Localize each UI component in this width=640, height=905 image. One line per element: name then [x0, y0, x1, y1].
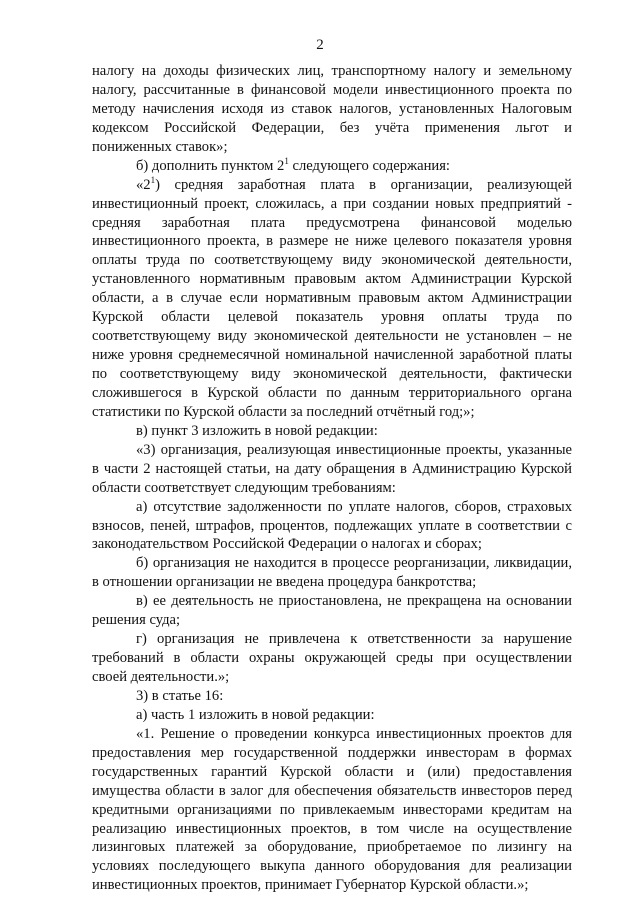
- text-line: решения суда;: [92, 612, 181, 629]
- text-line: сложившегося в Курской области по данным территориального органа: [92, 384, 572, 401]
- text-line: государственных гарантий Курской области и (или) предоставления: [92, 763, 572, 780]
- text-line: в отношении организации не введена процедура банкротства;: [92, 574, 477, 591]
- text-line: кредитными организациями по привлекаемым инвесторами кредитам на: [92, 801, 572, 818]
- text-line: г) организация не привлечена к ответственности за нарушение: [136, 631, 572, 648]
- text-line: по соответствующему виду экономической деятельности, фактически: [92, 366, 572, 382]
- text-line: области соответствует следующим требованиям:: [92, 479, 396, 496]
- text-line: соответствующему виду экономической деятельности не установлен – не: [92, 328, 572, 345]
- text-line: 3) в статье 16:: [136, 687, 224, 704]
- text-line: методу начисления исходя из ставок налогов, установленных Налоговым: [92, 100, 572, 117]
- text-line: «3) организация, реализующая инвестиционные проекты, указанные: [136, 441, 572, 458]
- text-line: а) отсутствие задолженности по уплате налогов, сборов, страховых: [136, 498, 572, 515]
- text-line: в) ее деятельность не приостановлена, не прекращена на основании: [136, 593, 572, 610]
- text-line: законодательством Российской Федерации о налогах и сборах;: [92, 536, 482, 553]
- text-line: «1. Решение о проведении конкурса инвестиционных проектов для: [136, 725, 572, 742]
- text-line: имущества области в залог для обеспечения обязательств инвесторов перед: [92, 782, 572, 799]
- text-line: ниже уровня среднемесячной номинальной начисленной заработной платы: [92, 347, 572, 364]
- text-line: в части 2 настоящей статьи, на дату обращения в Администрацию Курской: [92, 460, 572, 477]
- text-line: налогу, рассчитанные в финансовой модели инвестиционного проекта по: [92, 81, 572, 98]
- text-line: кодексом Российской Федерации, без учёта применения льгот и: [92, 119, 572, 136]
- text-line: требований в области охраны окружающей среды при осуществлении: [92, 650, 572, 667]
- text-line: инвестиционного проекта, в размере не ниже целевого показателя уровня: [92, 233, 572, 250]
- text-line: средняя заработная плата предусмотрена финансовой моделью: [92, 214, 572, 231]
- text-line: в) пункт 3 изложить в новой редакции:: [136, 422, 378, 439]
- text-line: «$2^1$) средняя заработная плата в организации, реализующей: [136, 174, 572, 193]
- text-line: установленного нормативным правовым актом Администрации Курской: [92, 271, 572, 288]
- text-line: области, а в случае если нормативным правовым актом Администрации: [92, 290, 572, 307]
- text-line: инвестиционный проект, сложилась, а при создании новых предприятий -: [92, 195, 572, 212]
- text-line: а) часть 1 изложить в новой редакции:: [136, 706, 375, 723]
- text-line: статистики по Курской области за последний отчётный год;»;: [92, 403, 475, 420]
- text-line: условиях последующего выкупа данного оборудования для реализации: [92, 858, 572, 875]
- text-line: инвестиционных проектов, принимает Губернатор Курской области.»;: [92, 877, 529, 894]
- text-line: оплаты труда по соответствующему виду экономической деятельности,: [92, 252, 572, 269]
- text-line: взносов, пеней, штрафов, процентов, подлежащих уплате в соответствии с: [92, 517, 572, 534]
- document-body: [92, 62, 572, 895]
- text-line: пониженных ставок»;: [92, 138, 228, 155]
- text-line: своей деятельности.»;: [92, 669, 230, 685]
- text-line: б) организация не находится в процессе реорганизации, ликвидации,: [136, 555, 572, 572]
- text-line: Курской области целевой показатель уровня оплаты труда по: [92, 309, 572, 326]
- text-line: реализацию инвестиционных проектов, в том числе на осуществление: [92, 820, 572, 837]
- page-number: 2: [316, 37, 324, 53]
- text-line: налогу на доходы физических лиц, транспортному налогу и земельному: [92, 63, 572, 79]
- text-line: б) дополнить пунктом $2^1$ следующего содержания:: [136, 155, 450, 174]
- text-line: лизинговых платежей за оборудование, приобретаемое по лизингу на: [92, 839, 572, 856]
- text-line: предоставления мер государственной поддержки инвесторам в формах: [92, 744, 572, 761]
